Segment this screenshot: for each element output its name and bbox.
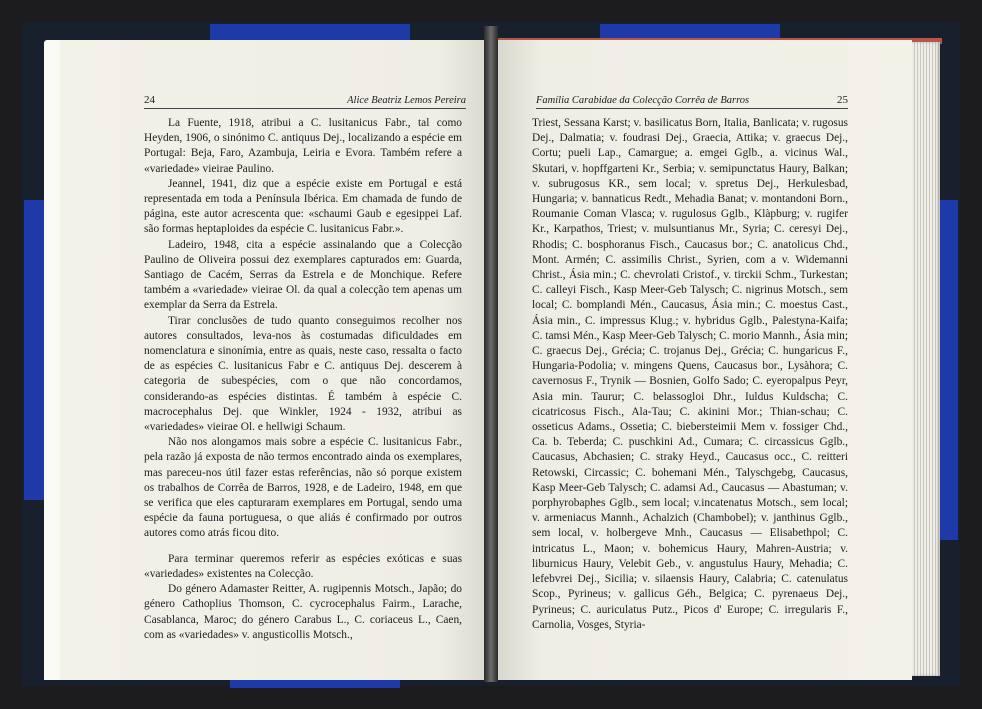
marbled-endpaper <box>940 200 958 540</box>
page-stack-edge <box>912 42 940 676</box>
book-spine <box>484 26 498 682</box>
marbled-endpaper <box>24 200 44 500</box>
paragraph: Do género Adamaster Reitter, A. rugipennis Motsch., Japão; do género Cathoplius Thomson, C. cycrocephalus Fairm., Larache, Casablanca, Maroc; do género Carabus L., C. coriaceus L., Caen, com as «variedades» v. angusticollis Motsch., <box>144 583 462 641</box>
left-page <box>44 40 490 680</box>
running-head-title: Alice Beatriz Lemos Pereira <box>347 95 466 106</box>
paragraph: Ladeiro, 1948, cita a espécie assinalando que a Colecção Paulino de Oliveira possui dez exemplares capturados em: Guarda, Santiago de Cacém, Serras da Estrela e de Monchique. Refere também a «variedade» vieirae Ol. da qual a colecção tem apenas um exemplar da Serra da Estrela. <box>144 238 462 312</box>
page-number: 25 <box>837 94 848 106</box>
paragraph: Tirar conclusões de tudo quanto conseguimos recolher nos autores consultados, leva-nos às costumadas dificuldades em nomenclatura e sinonímia, entre as quais, neste caso, ressalta o facto de as espécies C. lusitanicus Fabr e C. antiquus Dej. descerem à categoria de subespécies, com o que não concordamos, considerando-as espécies distintas. É também à espécie C. macrocephalus Dej. que Winkler, 1924 - 1932, atribui as «variedades» vieirae Ol. e hellwigi Schaum. <box>144 314 462 434</box>
page-number: 24 <box>144 94 155 106</box>
running-head-title: Família Carabidae da Colecção Corrêa de Barros <box>536 95 750 106</box>
paragraph: La Fuente, 1918, atribui a C. lusitanicus Fabr., tal como Heyden, 1906, o sinónimo C. antiquus Dej., localizando a espécie em Portugal: Beja, Faro, Azambuja, Leiria e Evora. Também refere a «variedade» vieirae Paulino. <box>144 117 462 175</box>
running-head <box>144 94 466 109</box>
running-head <box>536 94 848 109</box>
body-text <box>144 116 462 643</box>
right-page <box>492 40 912 680</box>
marbled-endpaper <box>210 24 410 40</box>
paragraph: Triest, Sessana Karst; v. basilicatus Born, Italia, Banlicata; v. rugosus Dej., Dalmatia; v. foudrasi Dej., Graecia, Attika; v. graecus Dej., Cortu; pueli Lap., Camargue; a. emgei Gglb., a. vicinus Wal., Skutari, v. hopffgarteni Kr., Serbia; v. semipunctatus Haury, Balkan; v. subrugosus KR., sem local; v. spretus Dej., Herkulesbad, Hungaria; v. bannaticus Redt., Mehadia Banat; v. montandoni Born., Roumanie Coman Vlasca; v. rugulosus Gglb., Klàpburg; v. rugifer Kr., Karpathos, Triest; v. mulsuntianus Mr., Syria; C. ceresyi Dej., Rhodis; C. bosphoranus Fisch., Caucasus bor.; C. anatolicus Chd., Mont. Armén; C. assimilis Christ., Syrien, com a v. Widemanni Christ., Ásia min.; C. chevrolati Cristof., v. tirckii Schm., Turkestan; C. calleyi Fisch., Kasp Meer-Geb Talysch; C. nigrinus Motsch., sem local; C. bomplandi Mén., Caucasus, Ásia min.; C. moestus Cast., Ásia min., C. impressus Klug.; v. hybridus Gglb., Palestyna-Kaifa; C. tamsi Mén., Kasp Meer-Geb Talysch; C. morio Mannh., Ásia min; C. graecus Dej., Grécia; C. trojanus Dej., Grécia; C. hungaricus F., Hungaria-Podolia; v. mingens Quens, Caucasus bor., Lysàhora; C. cavernosus F., Trynik — Bosnien, Golfo Sado; C. eyeropalpus Peyr, Asia min. Taurur; C. belassogloi Dhr., Iuldus Kuldscha; C. cicatricosus Fisch., Ala-Tau; C. akinini Mor.; Thian-schau; C. osseticus Adams., Ossetia; C. biebersteimii Mem v. fossiger Chd., Ca. b. Teberda; C. puschkini Ad., Cumara; C. circassicus Gglb., Caucasus, Abchasien; C. straky Heyd., Caucasus occ., C. reitteri Retowski, Circassic; C. bohemani Mén., Talyschgebg, Caucasus, Kasp Meer-Geb Talysch; C. adamsi Ad., Caucasus — Abastuman; v. porphyrobaphes Gglb., sem local; v.incatenatus Motsch., sem local; v. armeniacus Mannh., Achalzich (Chambobel); v. janthinus Gglb., sem local, v. holbergeve Mnh., Caucasus — Elisabethpol; C. intricatus L., Maon; v. bohemicus Haury, Mahren-Austria; v. liburnicus Haury, Velebit Geb., v. angustulus Haury, Mehadia; C. lefebvrei Dej., Sicilia; v. silaensis Haury, Calabria; C. catenulatus Scop., Pyrineus; v. gallicus Géh., Belgica; C. pyrenaeus Dej., Pyrineus; C. auriculatus Putz., Picos d' Europe; C. irregularis F., Carnolia, Vosges, Styria- <box>532 117 848 631</box>
body-text <box>532 116 848 633</box>
paragraph: Para terminar queremos referir as espécies exóticas e suas «variedades» existentes na Colecção. <box>144 552 462 580</box>
paragraph: Jeannel, 1941, diz que a espécie existe em Portugal e está representada em toda a Península Ibérica. Em chamada de fundo de página, este autor acrescenta que: «schaumi Gaub e egesippei Laf. são formas heptaploides da espécie C. lusitanicus Fabr.». <box>144 177 462 236</box>
paragraph: Não nos alongamos mais sobre a espécie C. lusitanicus Fabr., pela razão já exposta de não termos encontrado ainda os exemplares, mas pareceu-nos útil fazer estas referências, não só porque existem os trabalhos de Corrêa de Barros, 1928, e de Ladeiro, 1948, em que se verifica que eles capturaram exemplares em Portugal, sendo uma espécie da fauna portuguesa, o que aliás é confirmado por outros autores como atrás ficou dito. <box>144 436 462 540</box>
